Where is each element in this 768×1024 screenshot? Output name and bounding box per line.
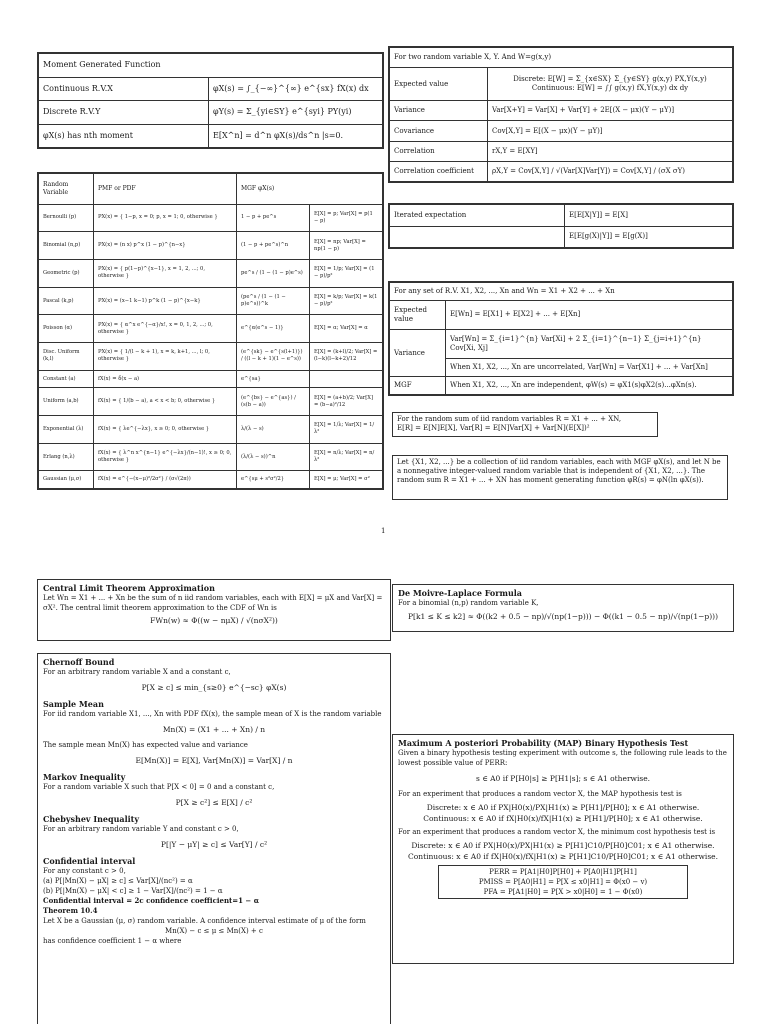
demoivre-box [392, 584, 734, 632]
sum-rv-table [389, 282, 733, 395]
dist-name: Exponential (λ) [39, 416, 94, 444]
two-rv-table-box [388, 46, 734, 183]
dist-header-pmf: PMF or PDF [94, 174, 237, 205]
iterated-expectation-table [389, 204, 733, 248]
map-discrete-1: Discrete: x ∈ A0 if PX|H0(x)/PX|H1(x) ≥ P[H1]/P[H0]; x ∈ A1 otherwise. [426, 803, 700, 812]
two-rv-row-formula: ρX,Y = Cov[X,Y] / √(Var[X]Var[Y]) = Cov[X,Y] / (σX σY) [488, 161, 733, 181]
dist-pmf: fX(x) = δ(x − a) [94, 370, 237, 388]
demoivre-formula: P[k1 ≤ K ≤ k2] ≈ Φ((k2 + 0.5 − np)/√(np(1−p))) − Φ((k1 − 0.5 − np)/√(np(1−p))) [407, 612, 718, 621]
clt-formula: FWn(w) ≈ Φ((w − nμX) / √(nσX²)) [150, 616, 278, 625]
error-probability-box [438, 865, 688, 899]
dist-moments: E[X] = 1/λ; Var[X] = 1/λ² [310, 416, 383, 444]
theorem-text: Let X be a Gaussian (μ, σ) random variable. A confidence interval estimate of μ of the form [43, 917, 366, 925]
sum-rv-row-label: MGF [390, 377, 446, 395]
dist-pmf: fX(x) = { λ^n x^{n−1} e^{−λx}/(n−1)!, x ≥ 0; 0, otherwise } [94, 443, 237, 471]
chebyshev-text: For an arbitrary random variable Y and constant c > 0, [43, 825, 239, 833]
dist-pmf: fX(x) = e^{−(x−μ)²/2σ²} / (σ√(2π)) [94, 471, 237, 489]
dist-mgf: (e^{sk} − e^{s(l+1)}) / ((l − k + 1)(1 − e^s)) [237, 343, 310, 371]
dist-pmf: PX(x) = (n x) p^x (1 − p)^{n−x} [94, 232, 237, 260]
theorem-title: Theorem 10.4 [43, 906, 98, 915]
two-rv-title: For two random variable X, Y. And W=g(x,y) [390, 48, 733, 68]
dist-name: Pascal (k,p) [39, 287, 94, 315]
dist-mgf: (1 − p + pe^s)^n [237, 232, 310, 260]
sum-rv-row-label: Expected value [390, 300, 446, 329]
clt-text: Let Wn = X1 + ... + Xn be the sum of n iid random variables, each with E[X] = μX and Var[X] = σX². The central limit theorem approximation to the CDF of Wn is [43, 594, 383, 612]
two-rv-row-formula: rX,Y = E[XY] [488, 141, 733, 161]
mgf-row-formula: E[X^n] = d^n φX(s)/ds^n |s=0. [209, 124, 383, 148]
dist-mgf: λ/(λ − s) [237, 416, 310, 444]
table-row [39, 471, 383, 489]
table-row [39, 343, 383, 371]
demoivre-text: For a binomial (n,p) random variable K, [398, 599, 539, 607]
clt-title: Central Limit Theorem Approximation [43, 583, 215, 593]
dist-moments: E[X] = 1/p; Var[X] = (1 − p)/p² [310, 260, 383, 288]
dist-pmf: fX(x) = { 1/(b − a), a < x < b; 0, otherwise } [94, 388, 237, 416]
table-row [39, 443, 383, 471]
sum-rv-variance-formula: Var[Wn] = Σ_{i=1}^{n} Var[Xi] + 2 Σ_{i=1}^{n−1} Σ_{j=i+1}^{n} Cov[Xi, Xj] [446, 330, 733, 359]
table-row [39, 388, 383, 416]
ci-line-2: (a) P[|Mn(X) − μX| ≥ c] ≤ Var[X]/(nc²) = α [43, 877, 193, 885]
dist-name: Uniform (a,b) [39, 388, 94, 416]
ci-bold-line: Confidential interval = 2c confidence coefficient=1 − α [43, 896, 260, 905]
dist-header-mgf: MGF φX(s) [237, 174, 383, 205]
two-rv-row-formula: Var[X+Y] = Var[X] + Var[Y] + 2E[(X − μx)(Y − μY)] [488, 101, 733, 121]
p-miss-formula: PMISS = P[A0|H1] = P[X ≤ x0|H1] = Φ(x0 − v) [478, 878, 648, 886]
dist-pmf: PX(x) = { α^x e^{−α}/x!, x = 0, 1, 2, ...; 0, otherwise } [94, 315, 237, 343]
two-rv-table [389, 47, 733, 182]
map-text-1: Given a binary hypothesis testing experiment with outcome s, the following rule leads to the lowest possible value of PERR: [398, 749, 727, 767]
random-sum-box [392, 412, 658, 437]
dist-name: Bernoulli (p) [39, 204, 94, 232]
dist-name: Gaussian (μ,σ) [39, 471, 94, 489]
mgf-row-label: Discrete R.V.Y [39, 101, 209, 125]
markov-text: For a random variable X such that P[X < 0] = 0 and a constant c, [43, 783, 275, 791]
random-sum-line-2: E[R] = E[N]E[X], Var[R] = E[N]Var[X] + Var[N](E[X])² [397, 424, 590, 432]
iterated-formula-1: E[E[X|Y]] = E[X] [565, 205, 733, 227]
sum-rv-title: For any set of R.V. X1, X2, ..., Xn and Wn = X1 + X2 + ... + Xn [390, 283, 733, 301]
dist-moments: E[X] = (k+l)/2; Var[X] = (l−k)(l−k+2)/12 [310, 343, 383, 371]
dist-moments: E[X] = α; Var[X] = α [310, 315, 383, 343]
dist-mgf: (λ/(λ − s))^n [237, 443, 310, 471]
map-text-2: For an experiment that produces a random vector X, the MAP hypothesis test is [398, 790, 682, 798]
two-rv-row-label: Variance [390, 101, 488, 121]
dist-moments: E[X] = k/p; Var[X] = k(1 − p)/p² [310, 287, 383, 315]
ci-line-1: For any constant c > 0, [43, 867, 126, 875]
markov-formula: P[X ≥ c²] ≤ E[X] / c² [175, 798, 253, 807]
mgf-row-formula: φY(s) = Σ_{yi∈SY} e^{syi} PY(yi) [209, 101, 383, 125]
iterated-formula-2: E[E[g(X)|Y]] = E[g(X)] [565, 226, 733, 248]
dist-moments: E[X] = np; Var[X] = np(1 − p) [310, 232, 383, 260]
dist-pmf: PX(x) = { 1/(l − k + 1), x = k, k+1, ..., l; 0, otherwise } [94, 343, 237, 371]
mgf-table-box [37, 52, 384, 149]
two-rv-row-label: Correlation coefficient [390, 161, 488, 181]
mgf-random-sum-box [392, 455, 728, 500]
chernoff-title: Chernoff Bound [43, 657, 115, 667]
map-discrete-2: Discrete: x ∈ A0 if PX|H0(x)/PX|H1(x) ≥ P[H1]C10/P[H0]C01; x ∈ A1 otherwise. [411, 841, 715, 850]
iterated-expectation-box [388, 203, 734, 249]
table-row [39, 315, 383, 343]
map-continuous-1: Continuous: x ∈ A0 if fX|H0(x)/fX|H1(x) ≥ P[H1]/P[H0]; x ∈ A1 otherwise. [423, 814, 703, 823]
map-test-box [392, 734, 734, 964]
sample-mean-text-2: The sample mean Mn(X) has expected value and variance [43, 741, 248, 749]
theorem-formula: Mn(X) − c ≤ μ ≤ Mn(X) + c [165, 927, 263, 935]
mgf-row-label: φX(s) has nth moment [39, 124, 209, 148]
mgf-title: Moment Generated Function [39, 54, 383, 78]
sum-rv-row-label: Variance [390, 330, 446, 377]
map-text-3: For an experiment that produces a random vector X, the minimum cost hypothesis test is [398, 828, 716, 836]
map-rule-1: s ∈ A0 if P[H0|s] ≥ P[H1|s]; s ∈ A1 otherwise. [475, 774, 651, 783]
clt-box [37, 579, 391, 641]
theorem-text-2: has confidence coefficient 1 − α where [43, 937, 182, 945]
distribution-table-box [37, 172, 384, 490]
dist-name: Erlang (n,λ) [39, 443, 94, 471]
dist-moments [310, 370, 383, 388]
chebyshev-formula: P[|Y − μY| ≥ c] ≤ Var[Y] / c² [160, 840, 268, 849]
sample-mean-formula-2: E[Mn(X)] = E[X], Var[Mn(X)] = Var[X] / n [135, 756, 293, 765]
two-rv-row-label: Correlation [390, 141, 488, 161]
dist-moments: E[X] = μ; Var[X] = σ² [310, 471, 383, 489]
sample-mean-text: For iid random variable X1, ..., Xn with PDF fX(x), the sample mean of X is the random variable [43, 710, 382, 718]
dist-name: Geometric (p) [39, 260, 94, 288]
ci-title: Confidential interval [43, 856, 136, 866]
table-row [39, 370, 383, 388]
sum-rv-row-formula: When X1, X2, ..., Xn are independent, φW(s) = φX1(s)φX2(s)...φXn(s). [446, 377, 733, 395]
dist-pmf: PX(x) = (x−1 k−1) p^k (1 − p)^{x−k} [94, 287, 237, 315]
two-rv-row-label: Covariance [390, 121, 488, 141]
dist-name: Constant (a) [39, 370, 94, 388]
ci-line-3: (b) P[|Mn(X) − μX| < c] ≥ 1 − Var[X]/(nc²) = 1 − α [43, 887, 223, 895]
table-row [39, 204, 383, 232]
bounds-box [37, 653, 391, 1024]
dist-name: Poisson (α) [39, 315, 94, 343]
distribution-table [38, 173, 383, 489]
table-row [39, 287, 383, 315]
sample-mean-title: Sample Mean [43, 699, 104, 709]
sum-rv-row-formula: E[Wn] = E[X1] + E[X2] + ... + E[Xn] [446, 300, 733, 329]
mgf-row-formula: φX(s) = ∫_{−∞}^{∞} e^{sx} fX(x) dx [209, 77, 383, 101]
page-number: 1 [381, 527, 386, 535]
demoivre-title: De Moivre-Laplace Formula [398, 588, 522, 598]
p-err-formula: PERR = P[A1|H0]P[H0] + P[A0|H1]P[H1] [489, 868, 637, 876]
dist-moments: E[X] = n/λ; Var[X] = n/λ² [310, 443, 383, 471]
table-row [39, 260, 383, 288]
dist-pmf: fX(x) = { λe^{−λx}, x ≥ 0; 0, otherwise } [94, 416, 237, 444]
mgf-random-sum-text: Let {X1, X2, ...} be a collection of iid random variables, each with MGF φX(s), and let N be a nonnegative integer-valued random variable that is independent of {X1, X2, ...}. The random sum R = X1 + ... + XN has moment generating function φR(s) = φN(ln φX(s)). [397, 458, 721, 484]
map-continuous-2: Continuous: x ∈ A0 if fX|H0(x)/fX|H1(x) ≥ P[H1]C10/P[H0]C01; x ∈ A1 otherwise. [407, 852, 718, 861]
dist-name: Binomial (n,p) [39, 232, 94, 260]
two-rv-row-formula: Cov[X,Y] = E[(X − μx)(Y − μY)] [488, 121, 733, 141]
dist-name: Disc. Uniform (k,l) [39, 343, 94, 371]
dist-moments: E[X] = (a+b)/2; Var[X] = (b−a)²/12 [310, 388, 383, 416]
two-rv-row-label: Expected value [390, 68, 488, 101]
markov-title: Markov Inequality [43, 772, 126, 782]
dist-mgf: e^{sμ + s²σ²/2} [237, 471, 310, 489]
iterated-title: Iterated expectation [390, 205, 565, 227]
two-rv-expected-discrete: Discrete: E[W] = Σ_{x∈SX} Σ_{y∈SY} g(x,y) PX,Y(x,y) [513, 75, 707, 84]
two-rv-expected-continuous: Continuous: E[W] = ∫∫ g(x,y) fX,Y(x,y) dx dy [531, 84, 689, 93]
sum-rv-box [388, 281, 734, 396]
dist-mgf: e^{sa} [237, 370, 310, 388]
random-sum-line-1: For the random sum of iid random variables R = X1 + ... + XN, [397, 415, 622, 423]
dist-mgf: 1 − p + pe^s [237, 204, 310, 232]
mgf-row-label: Continuous R.V.X [39, 77, 209, 101]
sum-rv-uncorrelated: When X1, X2, ..., Xn are uncorrelated, Var[Wn] = Var[X1] + ... + Var[Xn] [446, 359, 733, 377]
dist-pmf: PX(x) = { p(1−p)^{x−1}, x = 1, 2, ...; 0, otherwise } [94, 260, 237, 288]
dist-header-rv: Random Variable [39, 174, 94, 205]
dist-mgf: (e^{bs} − e^{as}) / (s(b − a)) [237, 388, 310, 416]
map-title: Maximum A posteriori Probability (MAP) Binary Hypothesis Test [398, 738, 689, 748]
dist-pmf: PX(x) = { 1−p, x = 0; p, x = 1; 0, otherwise } [94, 204, 237, 232]
chernoff-text: For an arbitrary random variable X and a constant c, [43, 668, 231, 676]
chebyshev-title: Chebyshev Inequality [43, 814, 140, 824]
table-row [39, 232, 383, 260]
sample-mean-formula: Mn(X) = (X1 + ... + Xn) / n [162, 725, 266, 734]
dist-moments: E[X] = p; Var[X] = p(1 − p) [310, 204, 383, 232]
dist-mgf: pe^s / (1 − (1 − p)e^s) [237, 260, 310, 288]
chernoff-formula: P[X ≥ c] ≤ min_{s≥0} e^{−sc} φX(s) [141, 683, 287, 692]
dist-mgf: e^{α(e^s − 1)} [237, 315, 310, 343]
p-fa-formula: PFA = P[A1|H0] = P[X > x0|H0] = 1 − Φ(x0) [483, 888, 643, 896]
dist-mgf: (pe^s / (1 − (1 − p)e^s))^k [237, 287, 310, 315]
table-row [39, 416, 383, 444]
mgf-table [38, 53, 383, 148]
